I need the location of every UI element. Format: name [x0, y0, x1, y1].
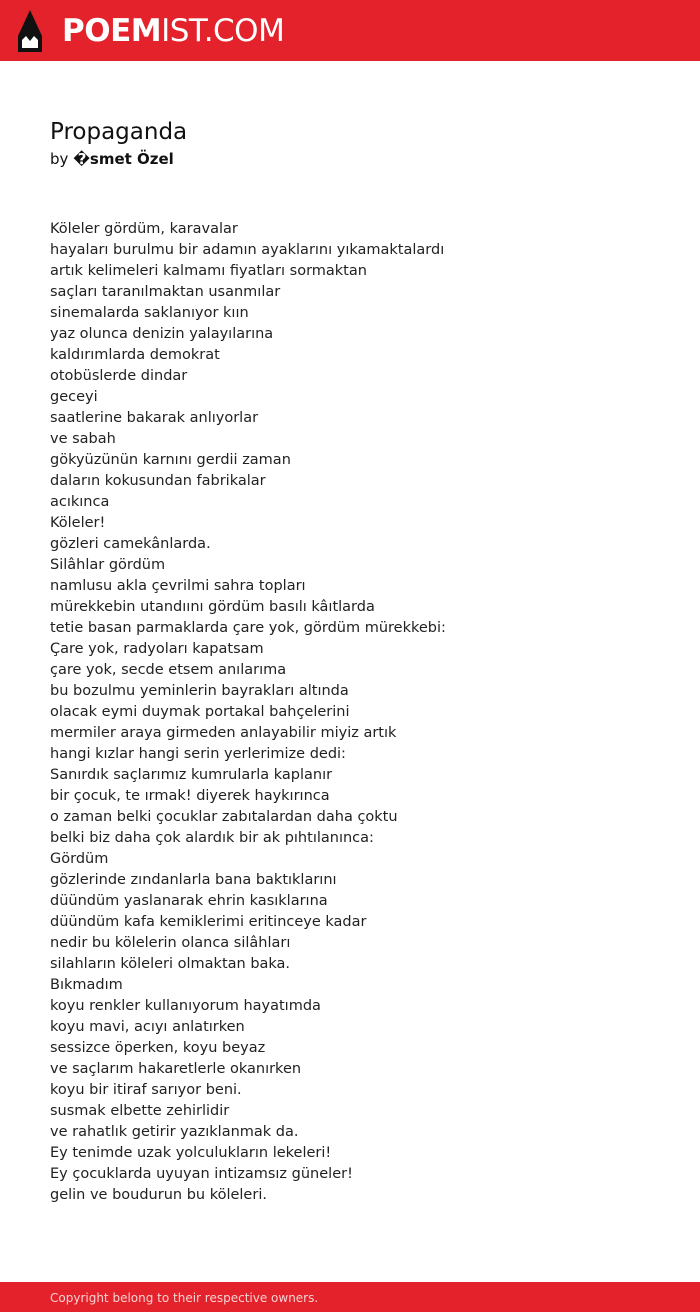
poem-line: mürekkebin utandıını gördüm basılı kâıtlarda: [50, 599, 375, 615]
site-header: [0, 0, 700, 61]
poem-line: Köleler gördüm, karavalar: [50, 221, 238, 237]
poem-line: çare yok, secde etsem anılarıma: [50, 662, 287, 678]
poem-line: ve rahatlık getirir yazıklanmak da.: [50, 1124, 299, 1140]
poem-line: gelin ve boudurun bu köleleri.: [50, 1187, 267, 1203]
logo-light-text: IST.COM: [161, 13, 285, 49]
poem-line: acıkınca: [50, 494, 110, 510]
poem-line: Gördüm: [50, 851, 109, 867]
poem-byline: [50, 149, 174, 169]
site-footer: [0, 1282, 700, 1312]
poem-line: bir çocuk, te ırmak! diyerek haykırınca: [50, 788, 330, 804]
copyright-text: Copyright belong to their respective owners.: [50, 1291, 319, 1305]
author-name: smet Özel: [89, 150, 174, 168]
poem-line: mermiler araya girmeden anlayabilir miyiz artık: [50, 725, 397, 741]
logo-bold-text: POEM: [62, 13, 162, 49]
poem-line: o zaman belki çocuklar zabıtalardan daha çoktu: [50, 809, 398, 825]
poem-line: ve saçlarım hakaretlerle okanırken: [50, 1061, 302, 1077]
poem-line: susmak elbette zehirlidir: [50, 1103, 230, 1119]
by-label: by: [50, 150, 69, 168]
poem-line: ve sabah: [50, 431, 116, 447]
poem-line: düündüm kafa kemiklerimi eritinceye kadar: [50, 914, 367, 930]
poem-body: [50, 219, 670, 1206]
poem-line: Çare yok, radyoları kapatsam: [50, 641, 264, 657]
poem-line: saatlerine bakarak anlıyorlar: [50, 410, 259, 426]
poem-line: silahların köleleri olmaktan baka.: [50, 956, 291, 972]
poem-line: Sanırdık saçlarımız kumrularla kaplanır: [50, 767, 333, 783]
poem-line: Silâhlar gördüm: [50, 557, 166, 573]
poem-line: kaldırımlarda demokrat: [50, 347, 220, 363]
pencil-tip-icon[interactable]: [18, 10, 42, 52]
poem-line: belki biz daha çok alardık bir ak pıhtılanınca:: [50, 830, 374, 846]
poem-line: Köleler!: [50, 515, 106, 531]
poem-line: hayaları burulmu bir adamın ayaklarını yıkamaktalardı: [50, 242, 445, 258]
poem-line: gözlerinde zındanlarla bana baktıklarını: [50, 872, 337, 888]
poem-line: gökyüzünün karnını gerdii zaman: [50, 452, 291, 468]
poem-line: bu bozulmu yeminlerin bayrakları altında: [50, 683, 349, 699]
poem-line: nedir bu kölelerin olanca silâhları: [50, 935, 291, 951]
poem-line: saçları taranılmaktan usanmılar: [50, 284, 281, 300]
author-link[interactable]: �smet Özel: [73, 150, 174, 168]
poem-line: sinemalarda saklanıyor kıın: [50, 305, 249, 321]
poem-line: sessizce öperken, koyu beyaz: [50, 1040, 266, 1056]
poem-line: yaz olunca denizin yalayılarına: [50, 326, 274, 342]
poem-line: koyu bir itiraf sarıyor beni.: [50, 1082, 242, 1098]
poem-line: hangi kızlar hangi serin yerlerimize dedi:: [50, 746, 346, 762]
poem-title: Propaganda: [50, 119, 188, 145]
site-logo[interactable]: [62, 11, 284, 51]
poem-line: otobüslerde dindar: [50, 368, 188, 384]
poem-line: koyu mavi, acıyı anlatırken: [50, 1019, 245, 1035]
poem-line: Bıkmadım: [50, 977, 123, 993]
poem-line: artık kelimeleri kalmamı fiyatları sormaktan: [50, 263, 367, 279]
poem-line: Ey tenimde uzak yolculukların lekeleri!: [50, 1145, 332, 1161]
poem-line: tetie basan parmaklarda çare yok, gördüm mürekkebi:: [50, 620, 446, 636]
poem-line: koyu renkler kullanıyorum hayatımda: [50, 998, 321, 1014]
poem-line: düündüm yaslanarak ehrin kasıklarına: [50, 893, 328, 909]
poem-line: geceyi: [50, 389, 98, 405]
poem-line: olacak eymi duymak portakal bahçelerini: [50, 704, 350, 720]
poem-line: Ey çocuklarda uyuyan intizamsız güneler!: [50, 1166, 353, 1182]
poem-line: gözleri camekânlarda.: [50, 536, 211, 552]
poem-line: daların kokusundan fabrikalar: [50, 473, 266, 489]
poem-line: namlusu akla çevrilmi sahra topları: [50, 578, 306, 594]
